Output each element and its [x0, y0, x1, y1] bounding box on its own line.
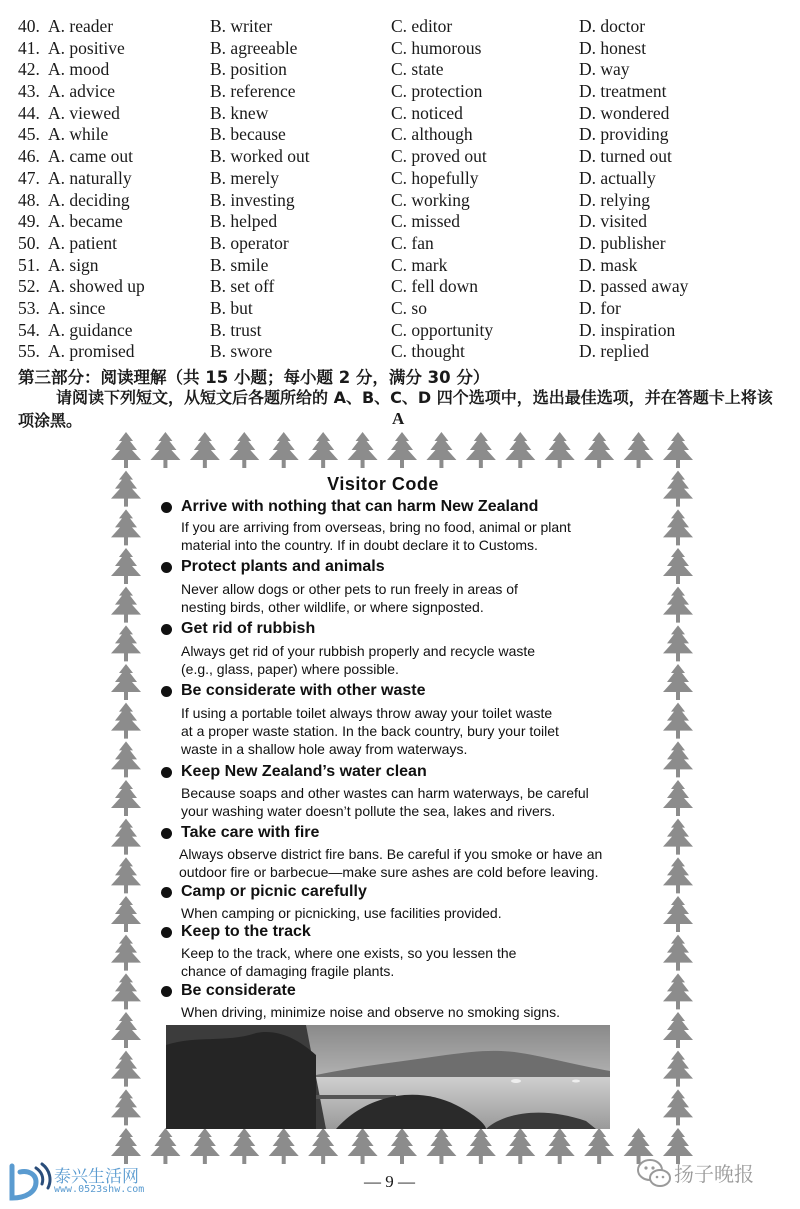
option-d: D. inspiration	[579, 319, 676, 340]
tree-icon	[111, 703, 141, 739]
tree-icon	[663, 432, 693, 468]
option-d: D. visited	[579, 211, 648, 232]
option-b: B. helped	[210, 211, 278, 232]
option-b: B. merely	[210, 167, 280, 188]
question-number: 47.	[18, 167, 40, 188]
option-b: B. writer	[210, 16, 273, 36]
tree-icon	[505, 1128, 535, 1164]
rule-line: Always get rid of your rubbish properly and recycle waste	[181, 643, 536, 659]
rule-line: nesting birds, other wildlife, or where signposted.	[181, 599, 484, 615]
option-c: C. opportunity	[391, 319, 494, 340]
question-number: 44.	[18, 102, 40, 123]
tree-icon	[111, 741, 141, 777]
option-b: B. reference	[210, 81, 296, 102]
option-d: D. relying	[579, 189, 650, 210]
tree-icon	[663, 1051, 693, 1087]
option-row-51	[0, 255, 800, 277]
tree-icon	[663, 471, 693, 507]
option-b: B. agreeable	[210, 37, 298, 58]
option-a: A. reader	[48, 16, 114, 36]
option-a: A. viewed	[48, 102, 120, 123]
option-a: A. while	[48, 124, 109, 145]
question-number: 41.	[18, 37, 40, 58]
option-b: B. operator	[210, 232, 289, 253]
option-c: C. hopefully	[391, 167, 479, 188]
rule-line: Because soaps and other wastes can harm waterways, be careful	[181, 785, 589, 801]
tree-icon	[190, 1128, 220, 1164]
tree-icon	[111, 935, 141, 971]
question-number: 45.	[18, 124, 40, 145]
tree-icon	[111, 1128, 141, 1164]
rule-heading: Get rid of rubbish	[181, 620, 316, 637]
option-a: A. showed up	[48, 276, 145, 297]
tree-icon	[269, 1128, 299, 1164]
option-c: C. proved out	[391, 146, 487, 167]
answer-options-table	[0, 16, 800, 363]
option-c: C. thought	[391, 341, 465, 362]
option-d: D. actually	[579, 167, 656, 188]
tree-icon	[426, 432, 456, 468]
tree-icon	[348, 1128, 378, 1164]
rule-line: outdoor fire or barbecue—make sure ashes are cold before leaving.	[179, 864, 599, 880]
option-row-42	[0, 59, 800, 81]
option-c: C. missed	[391, 211, 461, 232]
rule-line: (e.g., glass, paper) where possible.	[181, 661, 399, 677]
tree-icon	[584, 1128, 614, 1164]
tree-icon	[150, 1128, 180, 1164]
page-number: — 9 —	[364, 1172, 415, 1191]
lake-photo	[166, 1025, 610, 1129]
tree-icon	[387, 1128, 417, 1164]
option-b: B. position	[210, 59, 287, 80]
tree-icon	[624, 432, 654, 468]
option-c: C. so	[391, 297, 427, 318]
option-c: C. fan	[391, 232, 434, 253]
option-b: B. investing	[210, 189, 295, 210]
section-instructions: 请阅读下列短文，从短文后各题所给的 A、B、C、D 四个选项中，选出最佳选项，并在答题卡上将该项涂黑。	[18, 388, 773, 430]
option-row-41	[0, 38, 800, 60]
lake-landscape-image	[166, 1025, 610, 1129]
option-row-43	[0, 81, 800, 103]
option-row-48	[0, 190, 800, 212]
tree-icon	[545, 1128, 575, 1164]
option-d: D. doctor	[579, 16, 646, 36]
rule-line: If you are arriving from overseas, bring no food, animal or plant	[181, 519, 571, 535]
rule-heading: Take care with fire	[181, 824, 320, 841]
question-number: 40.	[18, 16, 40, 36]
rule-line: If using a portable toilet always throw away your toilet waste	[181, 705, 553, 721]
option-d: D. wondered	[579, 102, 670, 123]
question-number: 49.	[18, 211, 40, 232]
rule-heading: Keep to the track	[181, 923, 311, 940]
tree-icon	[111, 509, 141, 545]
rule-body	[181, 580, 671, 616]
option-row-49	[0, 211, 800, 233]
option-c: C. state	[391, 59, 444, 80]
tree-icon	[545, 432, 575, 468]
watermark-newspaper-name: 扬子晚报	[674, 1162, 754, 1186]
rule-line: material into the country. If in doubt declare it to Customs.	[181, 537, 538, 553]
rule-heading: Be considerate	[181, 982, 296, 999]
tree-icon	[505, 432, 535, 468]
rule-line: When driving, minimize noise and observe no smoking signs.	[181, 1004, 560, 1020]
option-c: C. working	[391, 189, 470, 210]
bullet-icon	[161, 927, 172, 938]
option-b: B. but	[210, 297, 253, 318]
option-row-52	[0, 276, 800, 298]
rule-line: waste in a shallow hole away from waterways.	[181, 741, 468, 757]
option-b: B. smile	[210, 254, 269, 275]
option-d: D. providing	[579, 124, 669, 145]
option-row-46	[0, 146, 800, 168]
option-a: A. advice	[48, 81, 116, 102]
watermark-site-name: 泰兴生活网	[54, 1167, 139, 1187]
question-number: 53.	[18, 297, 40, 318]
option-row-40	[0, 16, 800, 38]
option-row-50	[0, 233, 800, 255]
question-number: 50.	[18, 232, 40, 253]
watermark-logo-left	[6, 1160, 166, 1204]
option-b: B. swore	[210, 341, 273, 362]
tree-icon	[111, 857, 141, 893]
bullet-icon	[161, 767, 172, 778]
tree-icon	[111, 896, 141, 932]
watermark-logo-right	[636, 1152, 786, 1196]
bullet-icon	[161, 502, 172, 513]
rule-line: your washing water doesn’t pollute the sea, lakes and rivers.	[181, 803, 556, 819]
watermark-site-url: www.0523shw.com	[54, 1184, 145, 1195]
option-a: A. guidance	[48, 319, 133, 340]
rule-line: When camping or picnicking, use facilities provided.	[181, 905, 502, 921]
option-d: D. way	[579, 59, 630, 80]
rule-line: Always observe district fire bans. Be careful if you smoke or have an	[179, 846, 603, 862]
tree-icon	[111, 625, 141, 661]
option-d: D. publisher	[579, 232, 666, 253]
option-b: B. because	[210, 124, 286, 145]
option-d: D. passed away	[579, 276, 689, 297]
option-d: D. turned out	[579, 146, 672, 167]
option-c: C. fell down	[391, 276, 479, 297]
option-row-55	[0, 341, 800, 363]
tree-icon	[111, 432, 141, 468]
option-row-47	[0, 168, 800, 190]
option-a: A. deciding	[48, 189, 130, 210]
question-number: 43.	[18, 81, 40, 102]
option-row-53	[0, 298, 800, 320]
chat-bubble-icon	[636, 1156, 672, 1192]
section-title: 第三部分：阅读理解（共 15 小题；每小题 2 分，满分 30 分）	[18, 368, 490, 387]
option-a: A. since	[48, 297, 106, 318]
option-row-54	[0, 320, 800, 342]
rule-line: Keep to the track, where one exists, so you lessen the	[181, 945, 517, 961]
option-a: A. promised	[48, 341, 135, 362]
tree-icon	[111, 587, 141, 623]
option-d: D. replied	[579, 341, 649, 362]
rule-heading: Be considerate with other waste	[181, 682, 426, 699]
tree-icon	[190, 432, 220, 468]
option-c: C. mark	[391, 254, 448, 275]
option-c: C. protection	[391, 81, 483, 102]
passage-letter: A	[392, 409, 405, 428]
tree-icon	[150, 432, 180, 468]
question-number: 55.	[18, 341, 40, 362]
option-a: A. patient	[48, 232, 118, 253]
rule-heading: Arrive with nothing that can harm New Zealand	[181, 498, 539, 515]
option-a: A. came out	[48, 146, 134, 167]
bullet-icon	[161, 562, 172, 573]
tree-icon	[229, 432, 259, 468]
option-row-44	[0, 103, 800, 125]
option-b: B. trust	[210, 319, 262, 340]
question-number: 48.	[18, 189, 40, 210]
option-a: A. mood	[48, 59, 110, 80]
rule-line: chance of damaging fragile plants.	[181, 963, 395, 979]
question-number: 51.	[18, 254, 40, 275]
rule-body	[181, 642, 671, 678]
tree-icon	[466, 1128, 496, 1164]
option-a: A. positive	[48, 37, 125, 58]
tree-icon	[269, 432, 299, 468]
tree-icon	[426, 1128, 456, 1164]
rule-body	[181, 944, 671, 980]
rule-body	[179, 845, 669, 881]
rule-heading: Protect plants and animals	[181, 558, 385, 575]
tree-icon	[387, 432, 417, 468]
tree-icon	[111, 1089, 141, 1125]
rule-body	[181, 704, 671, 758]
rule-line: Never allow dogs or other pets to run freely in areas of	[181, 581, 518, 597]
option-row-45	[0, 124, 800, 146]
option-b: B. worked out	[210, 146, 310, 167]
tree-icon	[111, 664, 141, 700]
tree-icon	[466, 432, 496, 468]
option-a: A. naturally	[48, 167, 132, 188]
tree-icon	[663, 1089, 693, 1125]
tree-icon	[111, 780, 141, 816]
tree-icon	[111, 548, 141, 584]
rule-body	[181, 518, 671, 554]
bullet-icon	[161, 624, 172, 635]
bullet-icon	[161, 887, 172, 898]
question-number: 54.	[18, 319, 40, 340]
tree-icon	[584, 432, 614, 468]
rule-line: at a proper waste station. In the back country, bury your toilet	[181, 723, 559, 739]
tree-icon	[111, 973, 141, 1009]
option-a: A. became	[48, 211, 123, 232]
option-d: D. mask	[579, 254, 638, 275]
tree-icon	[308, 1128, 338, 1164]
rule-body	[181, 904, 671, 922]
question-number: 52.	[18, 276, 40, 297]
bullet-icon	[161, 986, 172, 997]
option-c: C. humorous	[391, 37, 482, 58]
question-number: 42.	[18, 59, 40, 80]
option-c: C. noticed	[391, 102, 463, 123]
rule-body	[181, 784, 671, 820]
option-d: D. treatment	[579, 81, 667, 102]
bullet-icon	[161, 828, 172, 839]
option-d: D. honest	[579, 37, 647, 58]
tree-icon	[348, 432, 378, 468]
site-logo-icon	[6, 1160, 52, 1204]
visitor-code-title: Visitor Code	[327, 474, 439, 494]
option-c: C. editor	[391, 16, 453, 36]
tree-icon	[229, 1128, 259, 1164]
rule-heading: Keep New Zealand’s water clean	[181, 763, 427, 780]
tree-icon	[111, 819, 141, 855]
tree-icon	[308, 432, 338, 468]
question-number: 46.	[18, 146, 40, 167]
option-c: C. although	[391, 124, 473, 145]
option-a: A. sign	[48, 254, 99, 275]
tree-icon	[111, 471, 141, 507]
tree-icon	[111, 1051, 141, 1087]
option-d: D. for	[579, 297, 621, 318]
option-b: B. set off	[210, 276, 275, 297]
rule-heading: Camp or picnic carefully	[181, 883, 367, 900]
tree-icon	[111, 1012, 141, 1048]
bullet-icon	[161, 686, 172, 697]
rule-body	[181, 1003, 671, 1021]
option-b: B. knew	[210, 102, 269, 123]
